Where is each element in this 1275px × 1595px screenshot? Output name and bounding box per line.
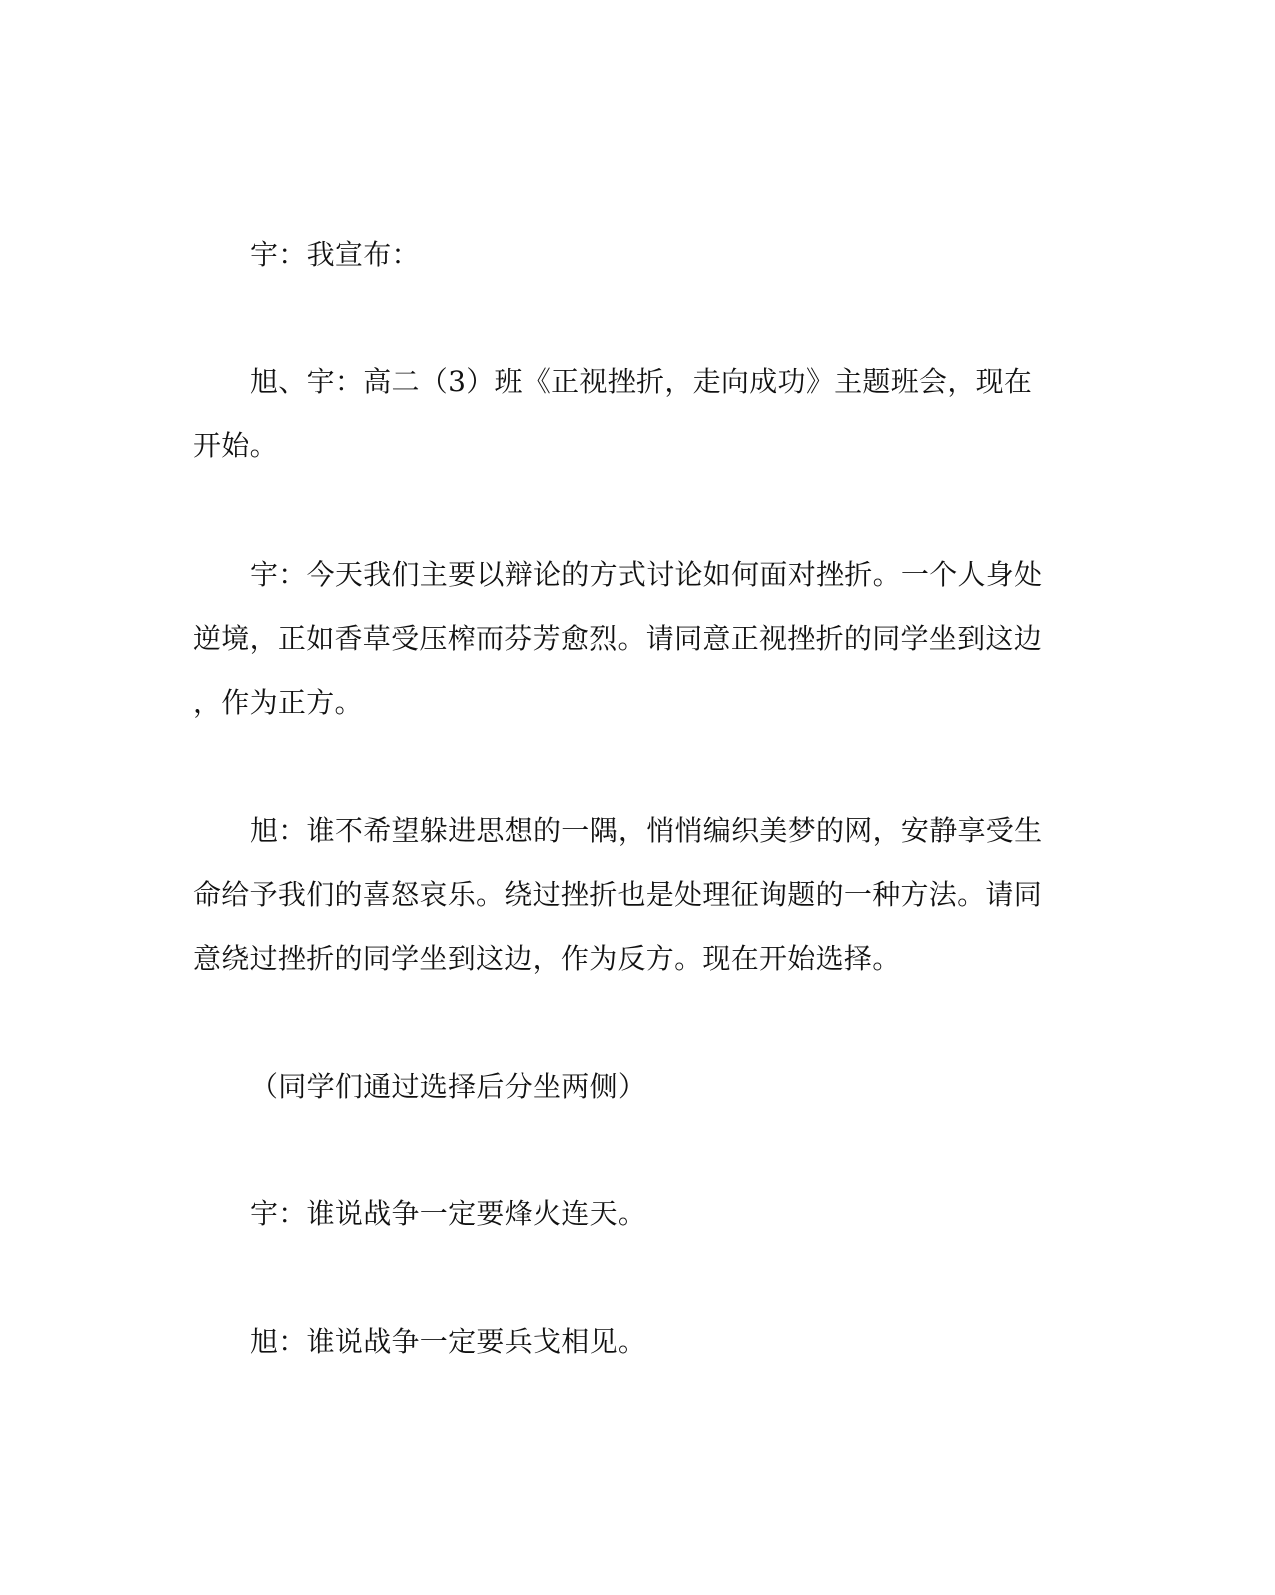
- text-line: 宇：今天我们主要以辩论的方式讨论如何面对挫折。一个人身处: [250, 558, 1043, 591]
- text-line: ，作为正方。: [193, 686, 363, 719]
- text-line: 旭：谁说战争一定要兵戈相见。: [250, 1325, 647, 1358]
- text-line: 开始。: [193, 429, 278, 462]
- text-line: 意绕过挫折的同学坐到这边，作为反方。现在开始选择。: [193, 942, 901, 975]
- text-line: （同学们通过选择后分坐两侧）: [250, 1070, 647, 1103]
- text-line: 宇：我宣布：: [250, 238, 420, 271]
- text-line: 旭：谁不希望躲进思想的一隅，悄悄编织美梦的网，安静享受生: [250, 814, 1043, 847]
- text-line: 宇：谁说战争一定要烽火连天。: [250, 1197, 647, 1230]
- text-line: 命给予我们的喜怒哀乐。绕过挫折也是处理征询题的一种方法。请同: [193, 878, 1043, 911]
- text-line: 旭、宇：高二（3）班《正视挫折，走向成功》主题班会，现在: [250, 365, 1033, 398]
- text-line: 逆境，正如香草受压榨而芬芳愈烈。请同意正视挫折的同学坐到这边: [193, 622, 1043, 655]
